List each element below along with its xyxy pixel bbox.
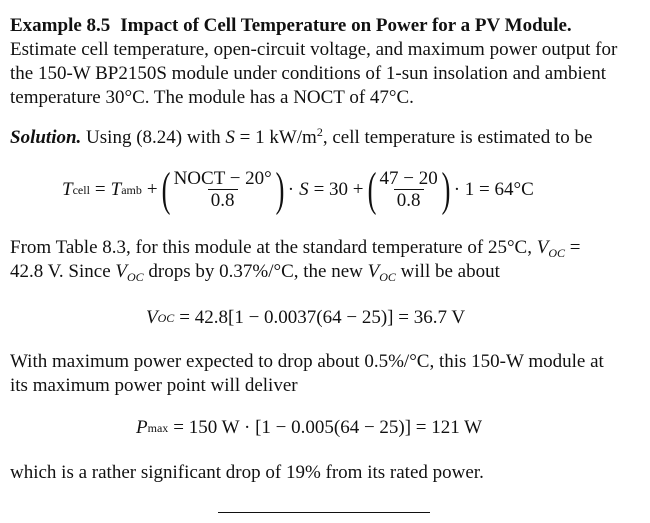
equals: = xyxy=(94,179,106,200)
text: 42.8 V. Since xyxy=(10,261,111,282)
solution-intro xyxy=(10,126,592,150)
var-v: V xyxy=(536,237,549,258)
example-title: Impact of Cell Temperature on Power for a PV Module. xyxy=(120,15,572,36)
var-s: S xyxy=(225,127,235,148)
right-paren: ) xyxy=(275,163,285,216)
paragraph-2-line-1 xyxy=(10,236,580,260)
example-number: Example 8.5 xyxy=(10,15,111,36)
fraction-numerator: 47 − 20 xyxy=(379,167,438,189)
subscript-oc: OC xyxy=(127,270,144,284)
var-p: P xyxy=(136,417,148,438)
fraction-denominator: 0.8 xyxy=(394,189,424,212)
example-heading xyxy=(10,14,572,38)
problem-line-1: Estimate cell temperature, open-circuit voltage, and maximum power output for xyxy=(10,39,618,60)
text: From Table 8.3, for this module at the standard temperature of 25°C, xyxy=(10,237,532,258)
equation-result: · 1 = 64°C xyxy=(453,179,534,200)
solution-intro-eq: = 1 kW/m xyxy=(239,127,317,148)
paragraph-2-line-2 xyxy=(10,260,500,284)
cell-temperature-equation: T cell = T amb + ( $\frac{\text{NOCT − 20°}}{0.8}$ ) · S = 30 + ( $\frac{47 - 20}{0.8}$ ) · 1 = 64°C xyxy=(62,163,534,216)
fraction-noct xyxy=(171,169,275,212)
left-paren: ( xyxy=(367,163,376,216)
problem-line-2: the 150-W BP2150S module under conditions of 1-sun insolation and ambient xyxy=(10,63,606,84)
equation-body: = 42.8[1 − 0.0037(64 − 25)] = 36.7 V xyxy=(179,307,466,328)
divider-rule xyxy=(218,512,430,513)
equals-30-plus: = 30 + xyxy=(313,179,364,200)
conclusion: which is a rather significant drop of 19% from its rated power. xyxy=(10,462,484,483)
var-s: S xyxy=(299,179,309,200)
dot-operator: · xyxy=(287,179,295,200)
text: drops by 0.37%/°C, the new xyxy=(148,261,363,282)
var-t: T xyxy=(110,179,122,200)
var-v: V xyxy=(115,261,127,282)
equals: = xyxy=(569,237,581,258)
fraction-47 xyxy=(377,169,441,212)
var-v: V xyxy=(146,307,158,328)
equation-body: = 150 W · [1 − 0.005(64 − 25)] = 121 W xyxy=(173,417,483,438)
subscript-oc: OC xyxy=(548,246,565,260)
text: will be about xyxy=(400,261,500,282)
subscript-oc: OC xyxy=(379,270,396,284)
paragraph-3-line-2: its maximum power point will deliver xyxy=(10,375,298,396)
var-v: V xyxy=(367,261,380,282)
right-paren: ) xyxy=(441,163,451,216)
solution-intro-text: Using (8.24) with xyxy=(86,127,221,148)
solution-intro-tail: , cell temperature is estimated to be xyxy=(322,127,593,148)
pmax-equation: P max = 150 W · [1 − 0.005(64 − 25)] = 121 W xyxy=(136,417,483,438)
fraction-denominator: 0.8 xyxy=(208,189,238,212)
plus: + xyxy=(146,179,158,200)
fraction-numerator: NOCT − 20° xyxy=(173,167,272,189)
voc-equation: V OC = 42.8[1 − 0.0037(64 − 25)] = 36.7 V xyxy=(146,307,466,328)
left-paren: ( xyxy=(161,163,170,216)
problem-line-3: temperature 30°C. The module has a NOCT of 47°C. xyxy=(10,87,414,108)
paragraph-3-line-1: With maximum power expected to drop about 0.5%/°C, this 150-W module at xyxy=(10,351,604,372)
solution-label: Solution. xyxy=(10,127,82,148)
superscript: 2 xyxy=(316,125,323,139)
var-t: T xyxy=(62,179,73,200)
